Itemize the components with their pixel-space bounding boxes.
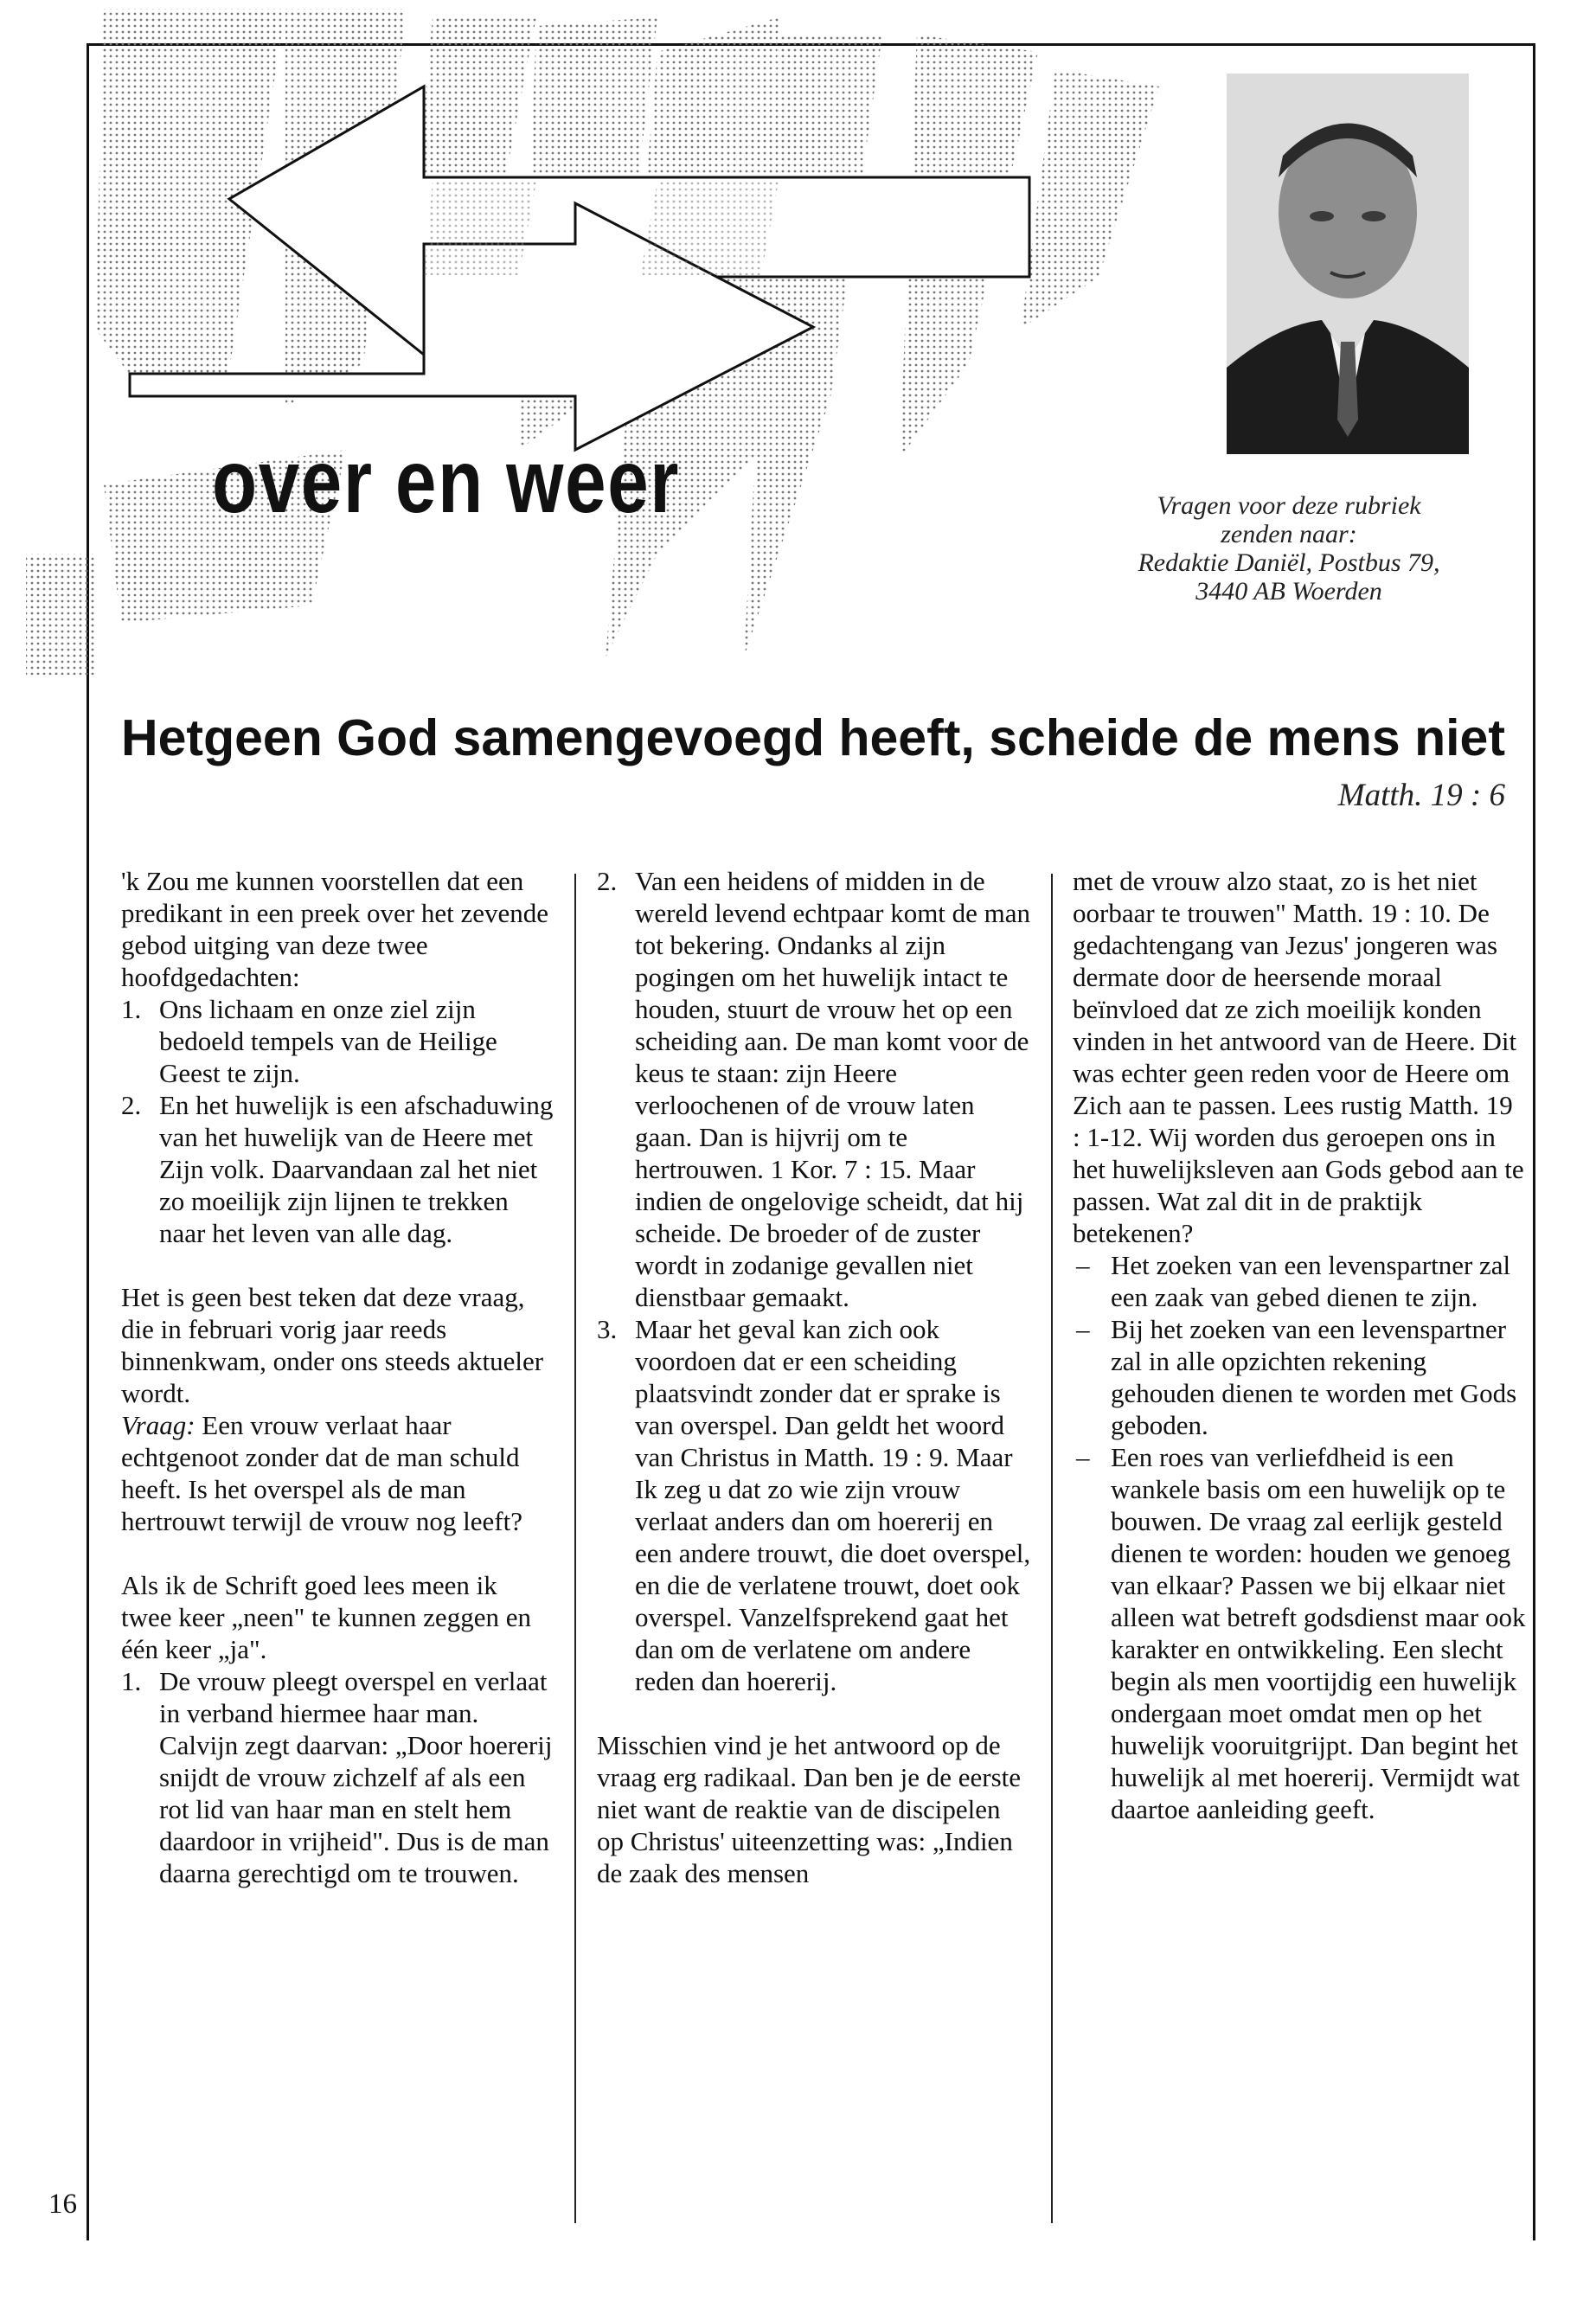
address-line: Vragen voor deze rubriek xyxy=(1157,491,1421,520)
list-item xyxy=(597,1313,1034,1697)
paragraph: Misschien vind je het antwoord op de vraag erg radikaal. Dan ben je de eerste niet want de reaktie van de discipelen op Christus' uiteenzetting was: „Indien de zaak des mensen xyxy=(597,1730,1022,1888)
question-label: Vraag: xyxy=(121,1410,195,1440)
address-line: Redaktie Daniël, Postbus 79, xyxy=(1138,548,1440,577)
list-text: De vrouw pleegt overspel en verlaat in verband hiermee haar man. Calvijn zegt daarvan: „Door hoererij snijdt de vrouw zichzelf af als een rot lid van haar man en stelt hem daardoor in vrijheid". Dus is de man daarna gerechtigd om te trouwen. xyxy=(159,1666,553,1888)
column-divider xyxy=(1051,874,1053,2223)
question-text: Een vrouw verlaat haar echtgenoot zonder dat de man schuld heeft. Is het overspel als de man hertrouwt terwijl de vrouw nog leeft? xyxy=(121,1410,522,1536)
page-number: 16 xyxy=(48,2189,77,2220)
article-column-3 xyxy=(1073,865,1527,1825)
frame-right-rule xyxy=(1533,43,1535,2240)
bullet-dash: – xyxy=(1076,1250,1090,1280)
bullet-dash: – xyxy=(1076,1314,1090,1344)
list-text: Maar het geval kan zich ook voordoen dat er een scheiding plaatsvindt zonder dat er sprake is van overspel. Dan geldt het woord van Christus in Matth. 19 : 9. Maar Ik zeg u dat zo wie zijn vrouw verlaat anders dan om hoererij en een andere trouwt, die doet overspel, en die de verlatene trouwt, doet ook overspel. Vanzelfsprekend gaat het dan om de verlatene om andere reden dan hoererij. xyxy=(635,1314,1031,1696)
submission-address xyxy=(1081,491,1497,606)
list-text: En het huwelijk is een afschaduwing van het huwelijk van de Heere met Zijn volk. Daarvandaan zal het niet zo moeilijk zijn lijnen te trekken naar het leven van alle dag. xyxy=(159,1090,554,1248)
address-line: zenden naar: xyxy=(1221,520,1357,548)
list-number: 1. xyxy=(121,1666,142,1696)
portrait-illustration xyxy=(1227,74,1469,454)
paragraph: Het is geen best teken dat deze vraag, die in februari vorig jaar reeds binnenkwam, onder ons steeds aktueler wordt. xyxy=(121,1282,544,1408)
paragraph: 'k Zou me kunnen voorstellen dat een predikant in een preek over het zevende gebod uitging van deze twee hoofdgedachten: xyxy=(121,866,549,992)
list-number: 3. xyxy=(597,1314,618,1344)
list-text: Van een heidens of midden in de wereld levend echtpaar komt de man tot bekering. Ondanks al zijn pogingen om het huwelijk intact te houden, stuurt de vrouw het op een scheiding aan. De man komt voor de keus te staan: zijn Heere verloochenen of de vrouw laten gaan. Dan is hijvrij om te hertrouwen. 1 Kor. 7 : 15. Maar indien de ongelovige scheidt, dat hij scheide. De broeder of de zuster wordt in zodanige gevallen niet dienstbaar gemaakt. xyxy=(635,866,1031,1312)
question-paragraph xyxy=(121,1409,554,1537)
list-number: 2. xyxy=(121,1090,142,1120)
list-item xyxy=(121,1089,554,1249)
article-headline: Hetgeen God samengevoegd heeft, scheide de mens niet xyxy=(121,709,1505,766)
list-number: 2. xyxy=(597,866,618,896)
bullet-item xyxy=(1073,1313,1527,1441)
column-divider xyxy=(574,874,576,2223)
article-column-2 xyxy=(597,865,1034,1889)
bible-reference: Matth. 19 : 6 xyxy=(1337,778,1505,813)
masthead-title: over en weer xyxy=(212,432,681,532)
list-number: 1. xyxy=(121,994,142,1024)
paragraph: Als ik de Schrift goed lees meen ik twee keer „neen" te kunnen zeggen en één keer „ja". xyxy=(121,1570,531,1664)
bullet-item xyxy=(1073,1249,1527,1313)
masthead-arrows-illustration xyxy=(0,0,1211,692)
bullet-item xyxy=(1073,1441,1527,1825)
portrait-photo xyxy=(1227,74,1469,454)
bullet-text: Een roes van verliefdheid is een wankele basis om een huwelijk op te bouwen. De vraag zal eerlijk gesteld dienen te worden: houden we genoeg van elkaar? Passen we bij elkaar niet alleen wat betreft godsdienst maar ook karakter en ontwikkeling. Een slecht begin als men voortijdig een huwelijk ondergaan moet omdat men op het huwelijk vooruitgrijpt. Dan begint het huwelijk al met hoererij. Vermijdt wat daartoe aanleiding geeft. xyxy=(1111,1442,1526,1824)
list-item xyxy=(121,1665,554,1889)
bullet-text: Het zoeken van een levenspartner zal een zaak van gebed dienen te zijn. xyxy=(1111,1250,1511,1312)
paragraph: met de vrouw alzo staat, zo is het niet oorbaar te trouwen" Matth. 19 : 10. De gedachtengang van Jezus' jongeren was dermate door de heersende moraal beïnvloed dat ze zich moeilijk konden vinden in het antwoord van de Heere. Dit was echter geen reden voor de Heere om Zich aan te passen. Lees rustig Matth. 19 : 1-12. Wij worden dus geroepen ons in het huwelijksleven aan Gods gebod aan te passen. Wat zal dit in de praktijk betekenen? xyxy=(1073,866,1524,1248)
address-line: 3440 AB Woerden xyxy=(1195,577,1382,606)
list-item xyxy=(121,993,554,1089)
list-item xyxy=(597,865,1034,1313)
masthead-graphic xyxy=(0,0,1211,692)
bullet-text: Bij het zoeken van een levenspartner zal in alle opzichten rekening gehouden dienen te worden met Gods geboden. xyxy=(1111,1314,1517,1440)
bullet-dash: – xyxy=(1076,1442,1090,1472)
article-column-1 xyxy=(121,865,554,1889)
list-text: Ons lichaam en onze ziel zijn bedoeld tempels van de Heilige Geest te zijn. xyxy=(159,994,497,1088)
